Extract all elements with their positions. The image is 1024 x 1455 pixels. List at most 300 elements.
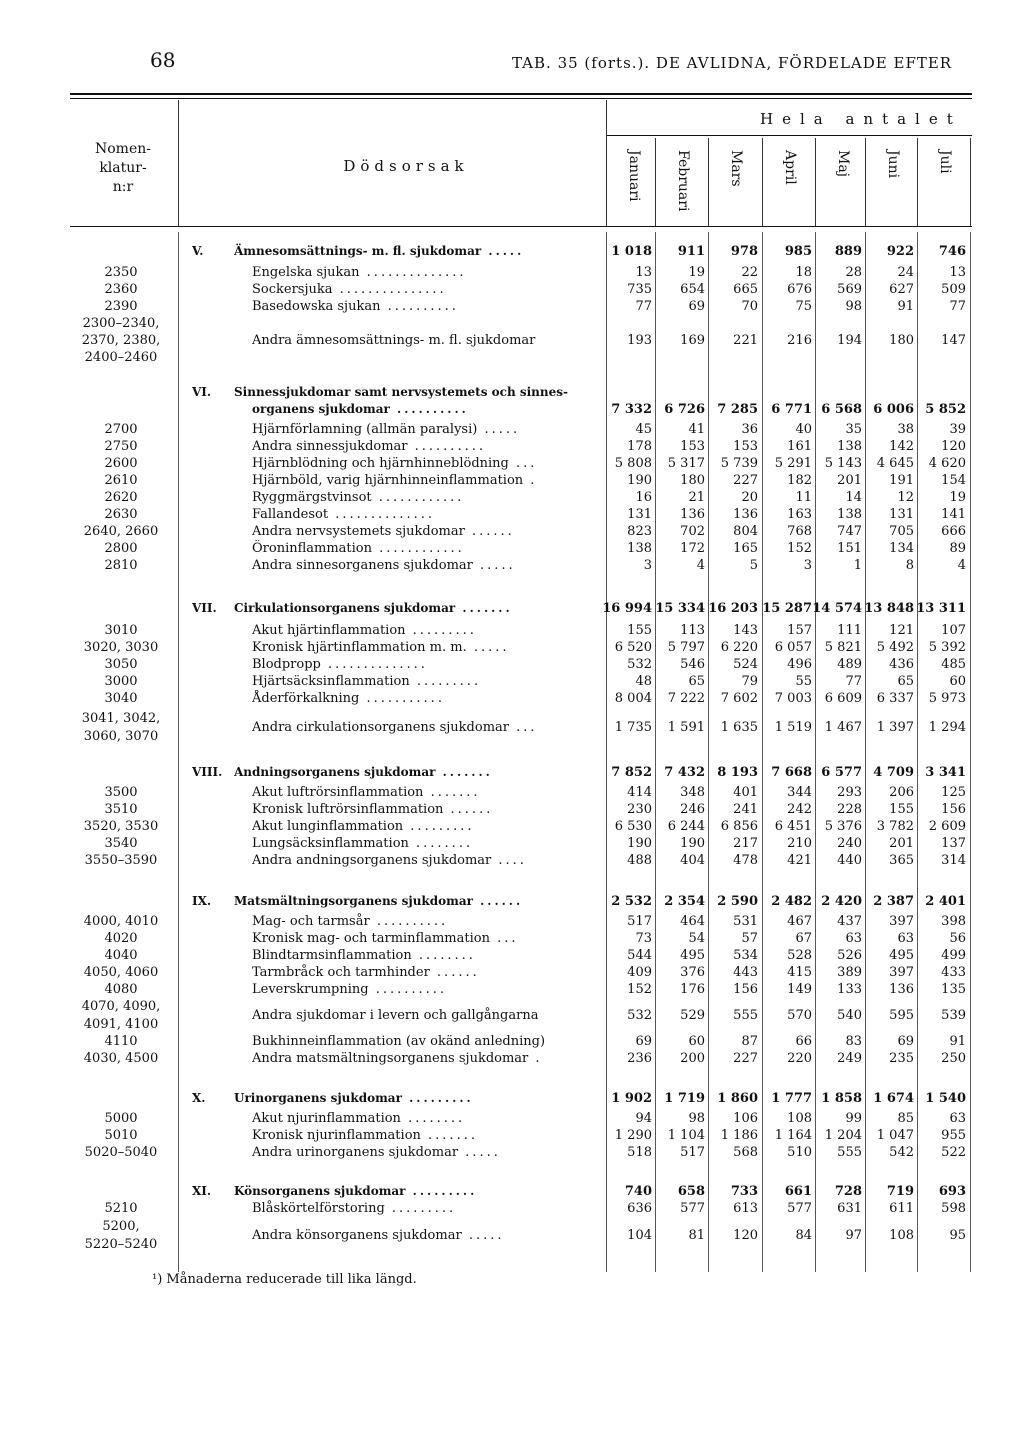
nomenclature-code: 3050 (104, 657, 138, 672)
month-value: 6 244 (667, 819, 705, 834)
month-value: 169 (680, 333, 705, 348)
cause-text: Fallandesot (252, 507, 329, 522)
month-value: 409 (627, 965, 652, 980)
month-value: 178 (627, 439, 652, 454)
nomenclature-code: 3060, 3070 (83, 729, 159, 744)
leader-dots: ..... (477, 422, 521, 437)
leader-dots: ....... (435, 765, 493, 779)
header-column-divider (865, 138, 866, 226)
month-value: 5 317 (667, 456, 705, 471)
month-value: 889 (834, 244, 862, 259)
month-value: 518 (627, 1145, 652, 1160)
month-value: 155 (627, 623, 652, 638)
month-value: 7 668 (771, 765, 812, 780)
month-value: 111 (837, 623, 862, 638)
cause-label (252, 656, 600, 673)
month-value: 823 (627, 524, 652, 539)
month-header: Januari (626, 150, 642, 202)
month-value: 227 (733, 473, 758, 488)
nomenclature-code: 3040 (104, 691, 138, 706)
header-column-divider (606, 100, 607, 226)
cause-label (234, 893, 582, 910)
month-value: 517 (680, 1145, 705, 1160)
nomenclature-code: 2630 (104, 507, 138, 522)
month-value: 314 (941, 853, 966, 868)
section-row (0, 1183, 1024, 1200)
month-value: 241 (733, 802, 758, 817)
month-value: 136 (733, 507, 758, 522)
month-value: 344 (787, 785, 812, 800)
month-value: 138 (837, 439, 862, 454)
cause-text: Ryggmärgstvinsot (252, 490, 372, 505)
table-row (0, 1110, 1024, 1127)
month-value: 1 902 (611, 1091, 652, 1106)
month-value: 63 (845, 931, 862, 946)
month-value: 190 (680, 836, 705, 851)
month-value: 113 (680, 623, 705, 638)
month-value: 157 (787, 623, 812, 638)
section-numeral: XI. (192, 1184, 212, 1198)
cause-label (252, 540, 600, 557)
section-row (0, 600, 1024, 617)
section-row (0, 384, 1024, 401)
month-value: 509 (941, 282, 966, 297)
month-value: 6 577 (821, 765, 862, 780)
month-value: 414 (627, 785, 652, 800)
month-value: 978 (730, 244, 758, 259)
section-row (0, 764, 1024, 781)
month-value: 4 620 (928, 456, 966, 471)
nomenclature-code: 4020 (104, 931, 138, 946)
nomenclature-code: 2300–2340, (82, 316, 160, 331)
cause-text: organens sjukdomar (252, 402, 390, 416)
leader-dots: ......... (384, 1201, 457, 1216)
month-value: 84 (795, 1228, 812, 1243)
month-value: 467 (787, 914, 812, 929)
month-value: 11 (795, 490, 812, 505)
cause-text: Akut luftrörsinflammation (252, 785, 424, 800)
month-value: 24 (897, 265, 914, 280)
month-value: 5 821 (824, 640, 862, 655)
column-header-cause: Dödsorsak (343, 157, 469, 175)
nomenclature-code: 5020–5040 (84, 1145, 158, 1160)
month-value: 14 574 (812, 601, 862, 616)
month-value: 436 (889, 657, 914, 672)
month-value: 156 (733, 982, 758, 997)
month-value: 108 (787, 1111, 812, 1126)
month-value: 230 (627, 802, 652, 817)
leader-dots: ........... (359, 691, 445, 706)
nomenclature-code: 3020, 3030 (83, 640, 159, 655)
month-value: 143 (733, 623, 758, 638)
leader-dots: ......... (403, 819, 475, 834)
month-value: 98 (688, 1111, 705, 1126)
leader-dots: ... (508, 456, 538, 471)
month-value: 7 222 (667, 691, 705, 706)
month-value: 149 (787, 982, 812, 997)
cause-text: Akut njurinflammation (252, 1111, 401, 1126)
month-value: 15 334 (655, 601, 705, 616)
cause-label (252, 818, 600, 835)
table-row (0, 1016, 1024, 1033)
header-column-divider (815, 138, 816, 226)
month-value: 747 (837, 524, 862, 539)
cause-text: Andra matsmältningsorganens sjukdomar (252, 1051, 529, 1066)
leader-dots: ........ (408, 836, 474, 851)
month-value: 922 (886, 244, 914, 259)
month-value: 63 (897, 931, 914, 946)
month-value: 768 (787, 524, 812, 539)
month-value: 1 204 (824, 1128, 862, 1143)
month-value: 227 (733, 1051, 758, 1066)
nomenclature-code: 3510 (104, 802, 138, 817)
month-value: 14 (845, 490, 862, 505)
month-value: 125 (941, 785, 966, 800)
month-value: 40 (795, 422, 812, 437)
month-value: 4 (696, 558, 705, 573)
table-row (0, 656, 1024, 673)
month-value: 77 (845, 674, 862, 689)
cause-label (252, 690, 600, 707)
month-value: 804 (733, 524, 758, 539)
month-value: 152 (627, 982, 652, 997)
month-value: 79 (741, 674, 758, 689)
table-row (0, 455, 1024, 472)
month-value: 200 (680, 1051, 705, 1066)
cause-text: Hjärnförlamning (allmän paralysi) (252, 422, 478, 437)
month-value: 540 (837, 1008, 862, 1023)
nomenclature-code: 2600 (104, 456, 138, 471)
month-value: 577 (787, 1201, 812, 1216)
cause-label (252, 1127, 600, 1144)
table-row (0, 964, 1024, 981)
cause-label (252, 622, 600, 639)
nomenclature-code: 4080 (104, 982, 138, 997)
month-value: 613 (733, 1201, 758, 1216)
nomenclature-code: 2400–2460 (84, 350, 158, 365)
leader-dots: ....... (455, 601, 513, 615)
nomenclature-code: 5210 (104, 1201, 138, 1216)
month-value: 2 387 (873, 894, 914, 909)
month-value: 19 (949, 490, 966, 505)
month-value: 54 (688, 931, 705, 946)
cause-label (234, 243, 582, 260)
month-value: 733 (730, 1184, 758, 1199)
nomenclature-code: 3500 (104, 785, 138, 800)
cause-text: Andra andningsorganens sjukdomar (252, 853, 492, 868)
leader-dots: ... (509, 720, 538, 735)
month-value: 433 (941, 965, 966, 980)
cause-text: Cirkulationsorganens sjukdomar (234, 601, 456, 615)
cause-text: Andra urinorganens sjukdomar (252, 1145, 459, 1160)
leader-dots: .......... (407, 439, 486, 454)
month-value: 532 (627, 1008, 652, 1023)
month-value: 5 (749, 558, 758, 573)
month-value: 1 858 (821, 1091, 862, 1106)
month-value: 13 311 (916, 601, 966, 616)
month-value: 16 (635, 490, 652, 505)
table-row (0, 981, 1024, 998)
month-value: 152 (787, 541, 812, 556)
month-value: 55 (795, 674, 812, 689)
cause-text: Tarmbråck och tarmhinder (252, 965, 430, 980)
month-value: 5 852 (925, 402, 966, 417)
cause-label (252, 489, 600, 506)
month-value: 56 (949, 931, 966, 946)
month-value: 702 (680, 524, 705, 539)
month-value: 569 (837, 282, 862, 297)
month-value: 8 004 (614, 691, 652, 706)
leader-dots: ...... (464, 524, 515, 539)
month-value: 193 (627, 333, 652, 348)
month-value: 464 (680, 914, 705, 929)
section-row (0, 243, 1024, 260)
month-value: 570 (787, 1008, 812, 1023)
nomenclature-code: 5200, (102, 1219, 140, 1234)
cause-label (252, 673, 600, 690)
month-value: 421 (787, 853, 812, 868)
month-value: 1 018 (611, 244, 652, 259)
month-value: 735 (627, 282, 652, 297)
header-rule-top (70, 93, 972, 95)
month-value: 528 (787, 948, 812, 963)
month-value: 5 392 (928, 640, 966, 655)
running-head: TAB. 35 (forts.). DE AVLIDNA, FÖRDELADE EFTER (512, 54, 953, 72)
month-value: 365 (889, 853, 914, 868)
month-value: 201 (889, 836, 914, 851)
month-value: 478 (733, 853, 758, 868)
nomenclature-code: 5220–5240 (84, 1237, 158, 1252)
table-row (0, 801, 1024, 818)
header-column-divider (655, 138, 656, 226)
month-value: 705 (889, 524, 914, 539)
month-value: 631 (837, 1201, 862, 1216)
group-header-rule (606, 135, 972, 136)
month-value: 147 (941, 333, 966, 348)
nomenclature-code: 4110 (104, 1034, 138, 1049)
month-value: 546 (680, 657, 705, 672)
section-numeral: VII. (192, 601, 217, 615)
month-value: 19 (688, 265, 705, 280)
leader-dots: ..... (472, 558, 516, 573)
cause-text: Sockersjuka (252, 282, 333, 297)
month-value: 18 (795, 265, 812, 280)
month-value: 5 376 (824, 819, 862, 834)
cause-text: Engelska sjukan (252, 265, 360, 280)
month-value: 3 782 (876, 819, 914, 834)
table-row (0, 947, 1024, 964)
cause-text: Andra cirkulationsorganens sjukdomar (252, 720, 509, 735)
month-value: 176 (680, 982, 705, 997)
footnote: ¹) Månaderna reducerade till lika längd. (152, 1272, 417, 1287)
month-value: 440 (837, 853, 862, 868)
month-value: 97 (845, 1228, 862, 1243)
month-value: 141 (941, 507, 966, 522)
month-value: 534 (733, 948, 758, 963)
page-number: 68 (150, 48, 176, 72)
month-value: 6 530 (614, 819, 652, 834)
nomenclature-code: 2610 (104, 473, 138, 488)
month-value: 20 (741, 490, 758, 505)
month-value: 532 (627, 657, 652, 672)
month-value: 529 (680, 1008, 705, 1023)
section-numeral: IX. (192, 894, 212, 908)
month-value: 154 (941, 473, 966, 488)
table-row (0, 489, 1024, 506)
month-value: 7 852 (611, 765, 652, 780)
month-value: 22 (741, 265, 758, 280)
month-value: 67 (795, 931, 812, 946)
month-value: 16 203 (708, 601, 758, 616)
nomenclature-header-line: Nomen- (95, 141, 151, 157)
leader-dots: ... (489, 931, 519, 946)
month-value: 36 (741, 422, 758, 437)
cause-text: Lungsäcksinflammation (252, 836, 409, 851)
leader-dots: .......... (380, 299, 459, 314)
month-value: 75 (795, 299, 812, 314)
month-value: 3 (643, 558, 652, 573)
table-row (0, 1033, 1024, 1050)
month-value: 13 848 (864, 601, 914, 616)
month-value: 985 (784, 244, 812, 259)
month-value: 83 (845, 1034, 862, 1049)
month-header: Juli (937, 150, 953, 174)
table-row (0, 930, 1024, 947)
month-value: 397 (889, 914, 914, 929)
cause-text: Blindtarmsinflammation (252, 948, 412, 963)
month-value: 106 (733, 1111, 758, 1126)
table-row (0, 852, 1024, 869)
month-value: 5 797 (667, 640, 705, 655)
cause-text: Andra sinnessjukdomar (252, 439, 408, 454)
leader-dots: .............. (359, 265, 467, 280)
cause-text: Akut hjärtinflammation (252, 623, 406, 638)
month-value: 236 (627, 1051, 652, 1066)
month-value: 104 (627, 1228, 652, 1243)
table-row (0, 835, 1024, 852)
month-value: 7 432 (664, 765, 705, 780)
month-value: 1 591 (667, 720, 705, 735)
month-value: 542 (889, 1145, 914, 1160)
cause-label (252, 835, 600, 852)
cause-label (252, 1033, 600, 1050)
month-value: 415 (787, 965, 812, 980)
month-value: 6 856 (720, 819, 758, 834)
month-value: 6 568 (821, 402, 862, 417)
month-value: 2 420 (821, 894, 862, 909)
month-value: 12 (897, 490, 914, 505)
month-value: 220 (787, 1051, 812, 1066)
month-value: 598 (941, 1201, 966, 1216)
cause-text: Andra nervsystemets sjukdomar (252, 524, 465, 539)
month-value: 138 (837, 507, 862, 522)
month-value: 495 (680, 948, 705, 963)
month-value: 6 451 (774, 819, 812, 834)
nomenclature-code: 4000, 4010 (83, 914, 159, 929)
month-value: 1 104 (667, 1128, 705, 1143)
cause-text: Kronisk luftrörsinflammation (252, 802, 444, 817)
nomenclature-code: 5000 (104, 1111, 138, 1126)
cause-text: Andra sjukdomar i levern och gallgångarna (252, 1008, 539, 1023)
nomenclature-header-line: klatur- (99, 160, 147, 176)
month-value: 35 (845, 422, 862, 437)
leader-dots: ....... (423, 785, 481, 800)
month-value: 70 (741, 299, 758, 314)
nomenclature-code: 4091, 4100 (83, 1017, 159, 1032)
leader-dots: ...... (472, 894, 524, 908)
month-value: 404 (680, 853, 705, 868)
month-value: 1 674 (873, 1091, 914, 1106)
month-value: 60 (688, 1034, 705, 1049)
month-value: 99 (845, 1111, 862, 1126)
month-value: 348 (680, 785, 705, 800)
nomenclature-code: 2370, 2380, (81, 333, 161, 348)
nomenclature-code: 2700 (104, 422, 138, 437)
month-value: 495 (889, 948, 914, 963)
month-value: 73 (635, 931, 652, 946)
leader-dots: ......... (409, 674, 482, 689)
month-value: 6 520 (614, 640, 652, 655)
month-value: 4 709 (873, 765, 914, 780)
month-value: 250 (941, 1051, 966, 1066)
month-value: 48 (635, 674, 652, 689)
header-column-divider (708, 138, 709, 226)
table-row (0, 523, 1024, 540)
cause-label (252, 981, 600, 998)
table-row (0, 264, 1024, 281)
cause-label (252, 557, 600, 574)
table-row (0, 472, 1024, 489)
month-value: 133 (837, 982, 862, 997)
month-value: 180 (889, 333, 914, 348)
month-value: 246 (680, 802, 705, 817)
cause-text: Basedowska sjukan (252, 299, 381, 314)
month-value: 1 397 (876, 720, 914, 735)
cause-text: Andra könsorganens sjukdomar (252, 1228, 462, 1243)
month-value: 69 (688, 299, 705, 314)
leader-dots: ..... (481, 244, 525, 258)
section-numeral: VI. (192, 385, 212, 399)
month-value: 135 (941, 982, 966, 997)
section-row (0, 401, 1024, 418)
table-row (0, 1144, 1024, 1161)
table-row (0, 281, 1024, 298)
month-value: 240 (837, 836, 862, 851)
cause-text: Andningsorganens sjukdomar (234, 765, 436, 779)
table-row (0, 298, 1024, 315)
month-value: 4 645 (876, 456, 914, 471)
month-value: 65 (688, 674, 705, 689)
nomenclature-code: 2640, 2660 (83, 524, 159, 539)
table-row (0, 639, 1024, 656)
month-value: 568 (733, 1145, 758, 1160)
month-value: 8 (905, 558, 914, 573)
table-row (0, 690, 1024, 707)
month-value: 2 482 (771, 894, 812, 909)
month-value: 293 (837, 785, 862, 800)
cause-label (252, 913, 600, 930)
month-value: 693 (938, 1184, 966, 1199)
section-numeral: VIII. (192, 765, 223, 779)
nomenclature-code: 2620 (104, 490, 138, 505)
month-value: 6 337 (876, 691, 914, 706)
leader-dots: .......... (369, 914, 449, 929)
month-value: 39 (949, 422, 966, 437)
month-value: 165 (733, 541, 758, 556)
table-row (0, 1050, 1024, 1067)
cause-label (234, 1183, 582, 1200)
month-value: 69 (897, 1034, 914, 1049)
